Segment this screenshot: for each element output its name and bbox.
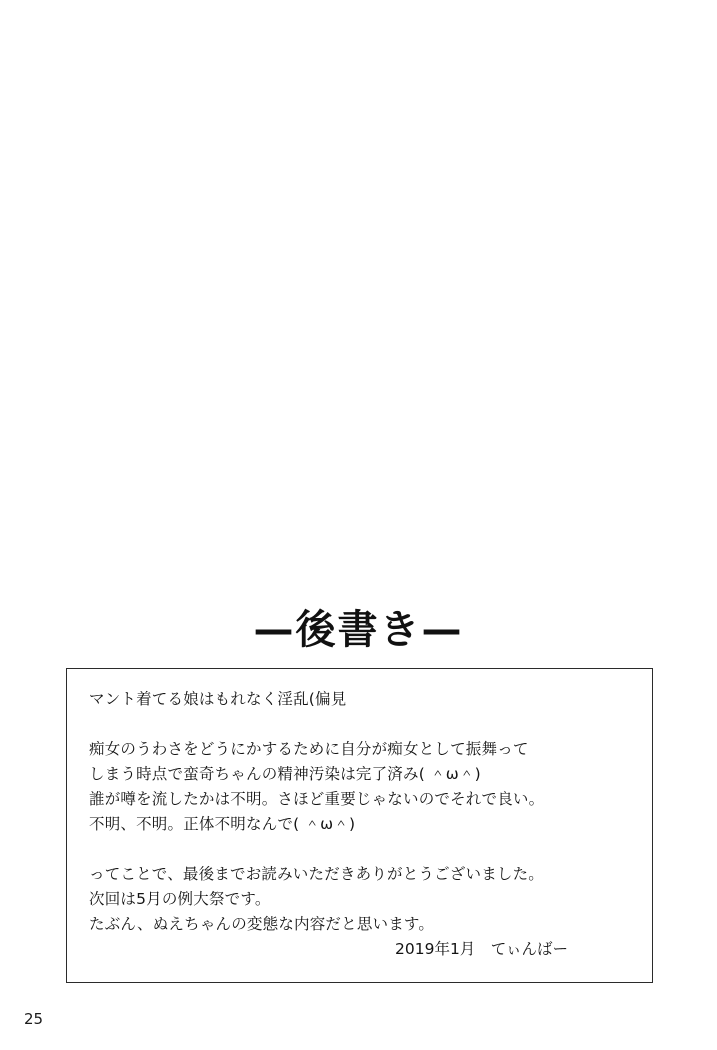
page-number: 25 [24, 1010, 44, 1028]
afterword-paragraph-2 [89, 737, 634, 837]
afterword-line: たぶん、ぬえちゃんの変態な内容だと思います。 [89, 915, 435, 933]
afterword-line: 不明、不明。正体不明なんで( ＾ω＾) [89, 815, 356, 833]
afterword-line: マント着てる娘はもれなく淫乱(偏見 [89, 690, 347, 708]
afterword-signature: 2019年1月 てぃんばー [395, 940, 568, 958]
afterword-text-block [89, 687, 634, 962]
afterword-paragraph-3 [89, 862, 634, 937]
paragraph-spacer [89, 837, 634, 862]
afterword-line: 痴女のうわさをどうにかするために自分が痴女として振舞って [89, 740, 529, 758]
afterword-line: しまう時点で蛮奇ちゃんの精神汚染は完了済み( ＾ω＾) [89, 765, 481, 783]
afterword-paragraph-1 [89, 687, 634, 712]
paragraph-spacer [89, 712, 634, 737]
afterword-line: 次回は5月の例大祭です。 [89, 890, 271, 908]
afterword-line: 誰が噂を流したかは不明。さほど重要じゃないのでそれで良い。 [89, 790, 545, 808]
afterword-heading: —後書き— [253, 607, 464, 653]
afterword-line: ってことで、最後までお読みいただきありがとうございました。 [89, 865, 544, 883]
afterword-box [66, 668, 653, 983]
